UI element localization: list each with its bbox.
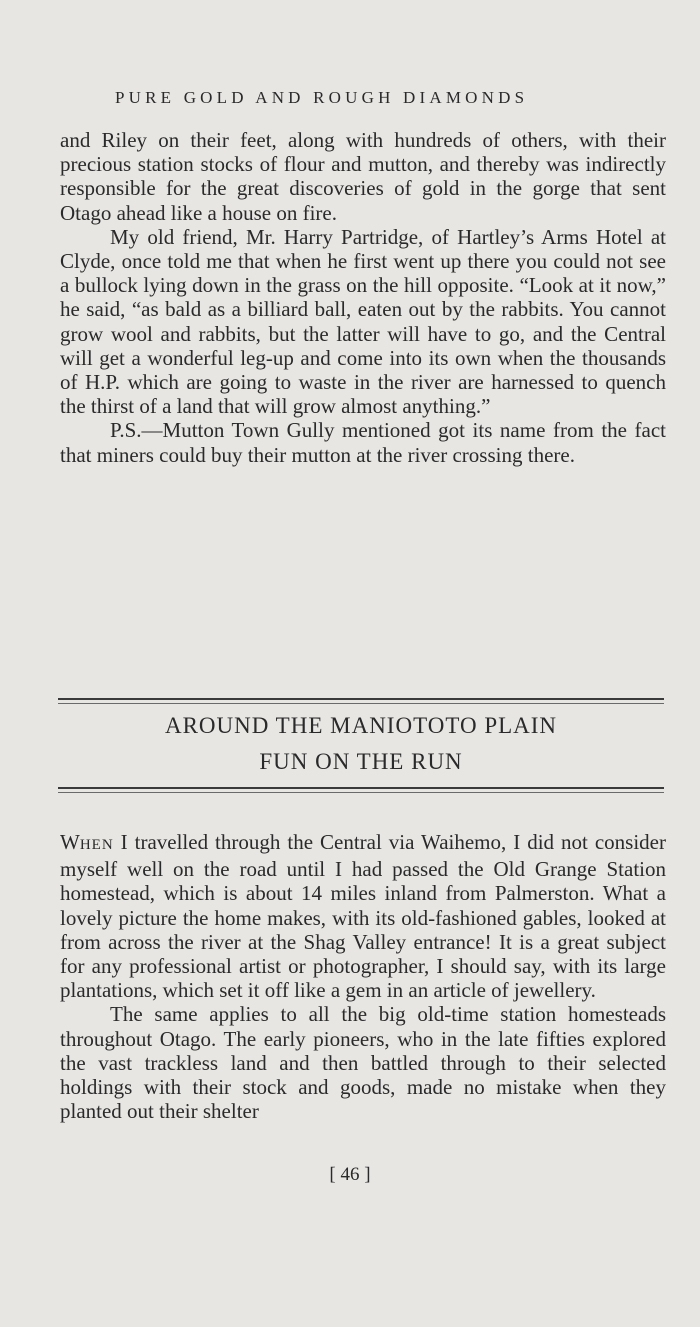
divider-rule [58, 698, 664, 700]
divider-rule [58, 792, 664, 793]
divider-rule [58, 703, 664, 704]
section-continued-text [60, 128, 666, 467]
section-subheading: FUN ON THE RUN [259, 749, 463, 774]
page-number: [ 46 ] [329, 1164, 371, 1185]
divider-rule [58, 787, 664, 789]
paragraph-text: I travelled through the Central via Waihemo, I did not consider myself well on the road until I had passed the Old Grange Station homestead, which is about 14 miles inland from Palmerston. What a lovely picture the home makes, with its old-fashioned gables, looked at from across the river at the Shag Valley entrance! It is a great subject for any professional artist or photographer, I should say, with its large plantations, which set it off like a gem in an article of jewellery. [60, 830, 666, 1003]
section-heading: AROUND THE MANIOTOTO PLAIN [164, 713, 558, 738]
paragraph: The same applies to all the big old-time station homesteads throughout Otago. The early pioneers, who in the late fifties explored the vast trackless land and then battled through to their selected holdings with their stock and goods, made no mistake when they planted out their shelter [60, 1002, 666, 1124]
paragraph [60, 830, 666, 1002]
section-body-text [60, 830, 666, 1123]
paragraph: P.S.—Mutton Town Gully mentioned got its name from the fact that miners could buy their mutton at the river crossing there. [60, 418, 666, 467]
dropword-smallcaps: HEN [79, 837, 114, 853]
dropword-initial: W [60, 830, 80, 854]
paragraph: and Riley on their feet, along with hundreds of others, with their precious station stocks of flour and mutton, and thereby was indirectly responsible for the great discoveries of gold in the gorge that sent Otago ahead like a house on fire. [60, 128, 666, 225]
running-head: PURE GOLD AND ROUGH DIAMONDS [115, 88, 529, 107]
paragraph: My old friend, Mr. Harry Partridge, of Hartley’s Arms Hotel at Clyde, once told me that when he first went up there you could not see a bullock lying down in the grass on the hill opposite. “Look at it now,” he said, “as bald as a billiard ball, eaten out by the rabbits. You cannot grow wool and rabbits, but the latter will have to go, and the Central will get a wonderful leg-up and come into its own when the thousands of H.P. which are going to waste in the river are harnessed to quench the thirst of a land that will grow almost anything.” [60, 224, 666, 419]
